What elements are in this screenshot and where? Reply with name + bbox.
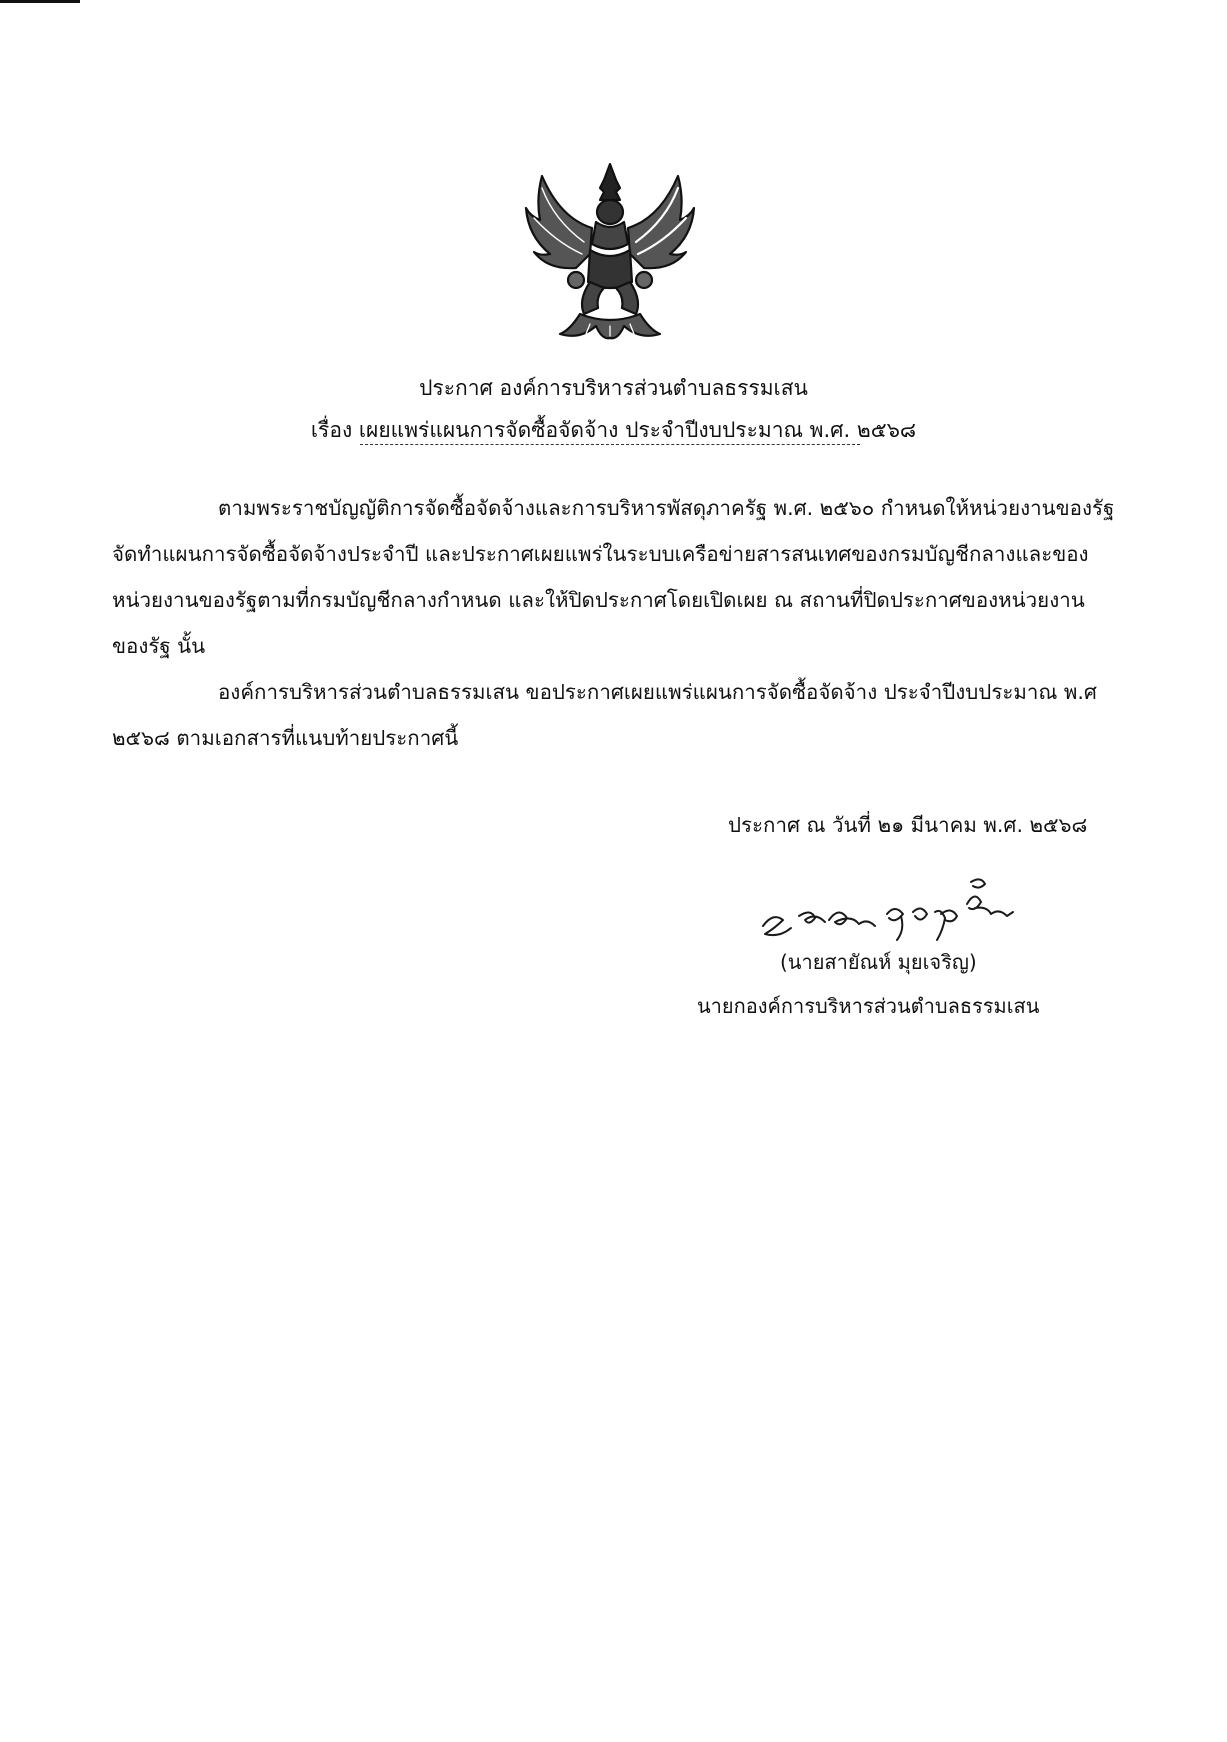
paragraph-1-line: ของรัฐ นั้น <box>112 634 206 658</box>
announcement-date: ประกาศ ณ วันที่ ๒๑ มีนาคม พ.ศ. ๒๕๖๘ <box>728 813 1088 837</box>
paragraph-1-line: จัดทำแผนการจัดซื้อจัดจ้างประจำปี และประกาศเผยแพร่ในระบบเครือข่ายสารสนเทศของกรมบัญชีกลางและของ <box>112 542 1089 566</box>
paragraph-2-line: องค์การบริหารส่วนตำบลธรรมเสน ขอประกาศเผยแพร่แผนการจัดซื้อจัดจ้าง ประจำปีงบประมาณ พ.ศ <box>218 680 1097 704</box>
signer-name: (นายสายัณห์ มุยเจริญ) <box>780 950 977 974</box>
announcement-subject: เรื่อง เผยแพร่แผนการจัดซื้อจัดจ้าง ประจำปีงบประมาณ พ.ศ. ๒๕๖๘ <box>310 418 917 442</box>
announcement-title: ประกาศ องค์การบริหารส่วนตำบลธรรมเสน <box>419 376 808 400</box>
paragraph-2-line: ๒๕๖๘ ตามเอกสารที่แนบท้ายประกาศนี้ <box>112 726 459 750</box>
heading-divider <box>360 444 860 445</box>
paragraph-1-line: ตามพระราชบัญญัติการจัดซื้อจัดจ้างและการบริหารพัสดุภาครัฐ พ.ศ. ๒๕๖๐ กำหนดให้หน่วยงานของรัฐ <box>218 496 1115 520</box>
paragraph-1 <box>112 485 1115 669</box>
paragraph-1-line: หน่วยงานของรัฐตามที่กรมบัญชีกลางกำหนด และให้ปิดประกาศโดยเปิดเผย ณ สถานที่ปิดประกาศของหน่วยงาน <box>112 588 1085 612</box>
signer-title: นายกองค์การบริหารส่วนตำบลธรรมเสน <box>697 994 1040 1018</box>
scan-edge-mark <box>0 0 80 3</box>
handwritten-signature-icon <box>755 868 1025 948</box>
garuda-emblem-icon <box>520 158 700 343</box>
paragraph-2 <box>112 669 1112 761</box>
